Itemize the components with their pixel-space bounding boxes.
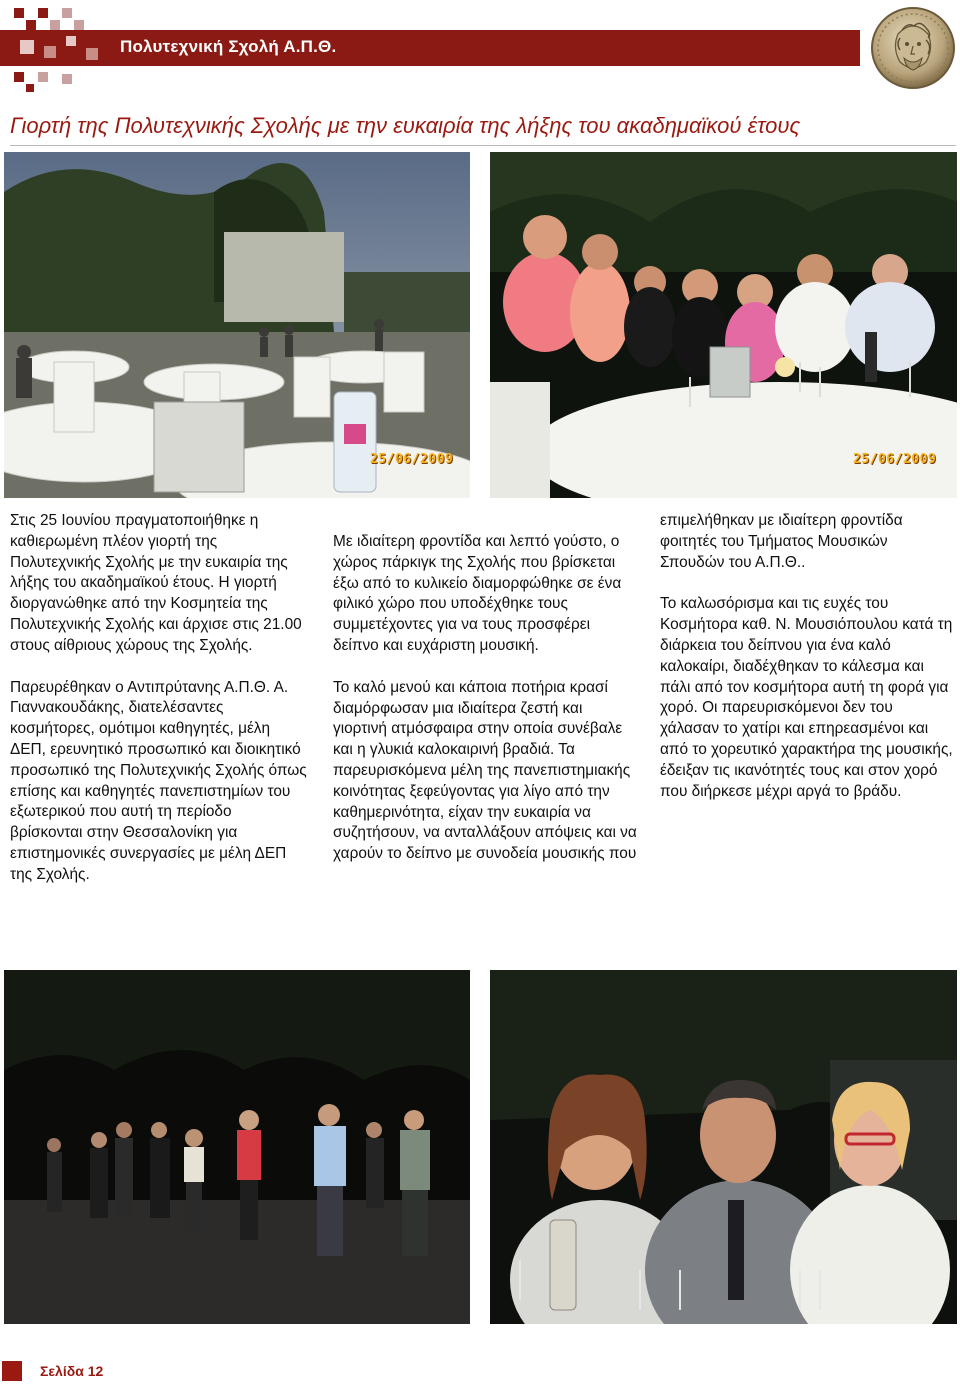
article-paragraph: Το καλό μενού και κάποια ποτήρια κρασί διαμόρφωσαν μια ιδιαίτερα ζεστή και γιορτινή ατμόσφαιρα στην οποία συνέβαλε και η γλυκιά καλοκαιρινή βραδιά. Τα παρευρισκόμενα μέλη της πανεπιστημιακής κοινότητας ξεφεύγοντας για λίγο από την καθημερινότητα, είχαν την ευκαιρία να συζητήσουν, να ανταλλάξουν απόψεις και να χαρούν το δείπνο με συνοδεία μουσικής που: [333, 678, 637, 863]
institution-name: Πολυτεχνική Σχολή Α.Π.Θ.: [120, 37, 337, 56]
photo-three-guests: [490, 970, 957, 1324]
article-paragraph: επιμελήθηκαν με ιδιαίτερη φροντίδα φοιτητές του Τμήματος Μουσικών Σπουδών του Α.Π.Θ..: [660, 512, 903, 571]
article-paragraph: Στις 25 Ιουνίου πραγματοποιήθηκε η καθιερωμένη πλέον γιορτή της Πολυτεχνικής Σχολής με την ευκαιρία της λήξης του ακαδημαϊκού έτους. Η γιορτή διοργανώθηκε από την Κοσμητεία της Πολυτεχνικής Σχολής και άρχισε στις 21.00 στους αίθριους χώρους της Σχολής.: [10, 512, 302, 654]
decor-square: [62, 8, 72, 18]
decor-square: [26, 84, 34, 92]
photo-date-stamp: 25/06/2009: [370, 452, 454, 467]
header-band: [0, 0, 960, 96]
photo-outdoor-tables: [4, 152, 470, 498]
article-paragraph: Το καλωσόρισμα και τις ευχές του Κοσμήτορα καθ. Ν. Μουσιόπουλου κατά τη διάρκεια του δείπνου για ένα καλό καλοκαίρι, διαδέχθηκαν το κάλεσμα και πάλι από τον κοσμήτορα αυτή τη φορά για χορό. Οι παρευρισκόμενοι δεν του χάλασαν το χατίρι και επηρεασμένοι και από το χορευτικό χαρακτήρα της μουσικής, έδειξαν τις ικανότητές τους και στον χορό που διήρκεσε μέχρι αργά το βράδυ.: [660, 595, 953, 800]
decor-square: [86, 48, 98, 60]
decor-square: [74, 20, 84, 30]
page-number: Σελίδα 12: [40, 1363, 104, 1379]
photo-dancing-crowd: [4, 970, 470, 1324]
article-column-3: [660, 511, 955, 823]
decor-square: [38, 72, 48, 82]
decor-square: [38, 8, 48, 18]
decor-square: [50, 20, 60, 30]
decor-square: [62, 74, 72, 84]
article-paragraph: Παρευρέθηκαν ο Αντιπρύτανης Α.Π.Θ. Α. Γιαννακουδάκης, διατελέσαντες κοσμήτορες, ομότιμοι καθηγητές, μέλη ΔΕΠ, ερευνητικό προσωπικό και διοικητικό προσωπικό της Πολυτεχνικής Σχολής όπως επίσης και καθηγητές πανεπιστημίων του εξωτερικού που αυτή τη περίοδο βρίσκονται στην Θεσσαλονίκη για επιστημονικές συνεργασίες με μέλη ΔΕΠ της Σχολής.: [10, 678, 307, 883]
decor-square: [26, 20, 36, 30]
photo-group-at-table: [490, 152, 957, 498]
title-divider: [10, 145, 956, 146]
article-paragraph: Με ιδιαίτερη φροντίδα και λεπτό γούστο, ο χώρος πάρκιγκ της Σχολής που βρίσκεται έξω από το κυλικείο διαμορφώθηκε σε ένα φιλικό χώρο που υποδέχθηκε τους συμμετέχοντες για να τους προσφέρει δείπνο και ευχάριστη μουσική.: [333, 533, 622, 654]
footer-marker: [2, 1361, 22, 1381]
article-column-2: [333, 532, 638, 886]
decor-square: [66, 36, 76, 46]
decor-square: [14, 72, 24, 82]
decor-square: [14, 8, 24, 18]
photo-date-stamp: 25/06/2009: [853, 452, 937, 467]
coin-medallion-icon: [868, 4, 958, 92]
decor-square: [20, 40, 34, 54]
article-column-1: [10, 511, 308, 907]
page-title: Γιορτή της Πολυτεχνικής Σχολής με την ευκαιρία της λήξης του ακαδημαϊκού έτους: [10, 113, 801, 138]
decor-square: [44, 46, 56, 58]
